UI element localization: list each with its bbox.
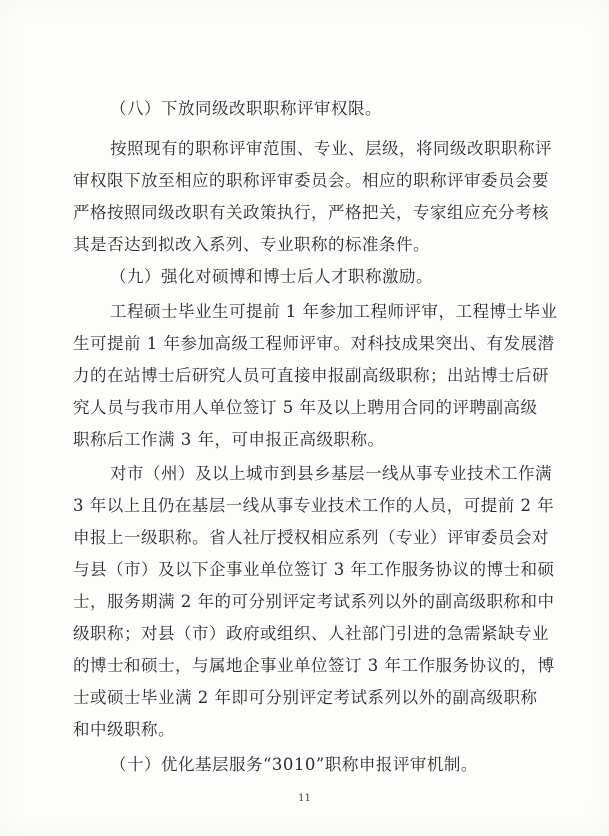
paragraph-line: 力的在站博士后研究人员可直接申报副高级职称；出站博士后研 (73, 366, 549, 385)
paragraph-line: 工程硕士毕业生可提前 1 年参加工程师评审，工程博士毕业 (110, 302, 558, 321)
paragraph-line: 与县（市）及以下企事业单位签订 3 年工作服务协议的博士和硕 (73, 560, 555, 579)
paragraph-line: 申报上一级职称。省人社厅授权相应系列（专业）评审委员会对 (73, 528, 549, 547)
paragraph-line: 级职称；对县（市）政府或组织、人社部门引进的急需紧缺专业 (73, 624, 549, 643)
paragraph-line: 士或硕士毕业满 2 年即可分别评定考试系列以外的副高级职称 (73, 688, 538, 707)
paragraph-line: 按照现有的职称评审范围、专业、层级，将同级改职职称评 (110, 139, 552, 158)
section-heading-10: （十）优化基层服务“3010”职称申报评审机制。 (110, 755, 478, 774)
paragraph-line: 严格按照同级改职有关政策执行，严格把关，专家组应充分考核 (73, 203, 549, 222)
paragraph-line: 和中级职称。 (73, 720, 175, 739)
paragraph-line: 3 年以上且仍在基层一线从事专业技术工作的人员，可提前 2 年 (73, 496, 555, 515)
section-heading-8: （八）下放同级改职职称评审权限。 (110, 99, 382, 118)
paragraph-line: 生可提前 1 年参加高级工程师评审。对科技成果突出、有发展潜 (73, 334, 555, 353)
paragraph-line: 的博士和硕士，与属地企事业单位签订 3 年工作服务协议的，博 (73, 656, 555, 675)
paragraph-line: 对市（州）及以上城市到县乡基层一线从事专业技术工作满 (110, 464, 552, 483)
paragraph-line: 其是否达到拟改入系列、专业职称的标准条件。 (73, 235, 430, 254)
page-number: 11 (298, 793, 311, 804)
paragraph-line: 士，服务期满 2 年的可分别评定考试系列以外的副高级职称和中 (73, 592, 555, 611)
paragraph-line: 审权限下放至相应的职称评审委员会。相应的职称评审委员会要 (73, 171, 549, 190)
section-heading-9: （九）强化对硕博和博士后人才职称激励。 (110, 267, 433, 286)
paragraph-line: 究人员与我市用人单位签订 5 年及以上聘用合同的评聘副高级 (73, 398, 538, 417)
paragraph-line: 职称后工作满 3 年，可申报正高级职称。 (73, 430, 385, 449)
